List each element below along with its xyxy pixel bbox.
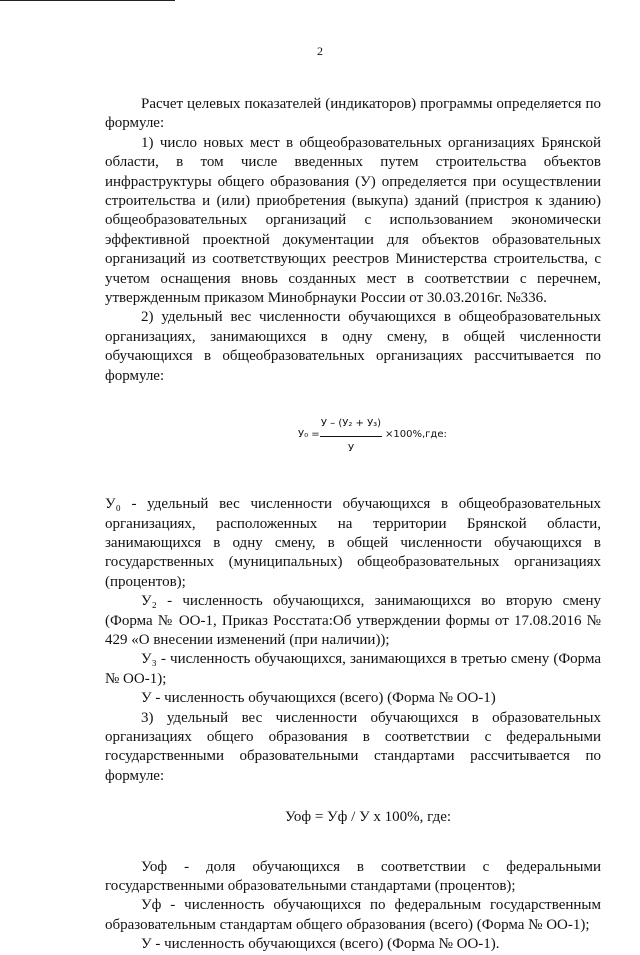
item-3-paragraph: 3) удельный вес численности обучающихся в образовательных организациях общего образования в соответствии с федеральными государственными образовательными стандартами рассчитывается по формуле: (105, 709, 601, 784)
item-2-paragraph: 2) удельный вес численности обучающихся в общеобразовательных организациях, занимающихся в одну смену, в общей численности обучающихся в общеобразовательных организациях рассчитывается по формуле: (105, 309, 601, 384)
formula-rhs: ×100%,где: (385, 429, 447, 441)
definition-u3: У₃ - численность обучающихся, занимающихся в третью смену (Форма № ОО-1); (105, 651, 601, 687)
formula-denominator: У (347, 442, 355, 454)
header-rule (0, 0, 175, 1)
formula-numerator: У – (У₂ + У₃) (320, 414, 382, 436)
formula-fraction (320, 414, 382, 458)
definition-u-total: У - численность обучающихся (всего) (Форма № ОО-1) (141, 690, 496, 707)
intro-paragraph: Расчет целевых показателей (индикаторов) программы определяется по формуле: (105, 96, 601, 132)
definition-uf: Уф - численность обучающихся по федеральным государственным образовательным стандартам общего образования (всего) (Форма № ОО-1); (105, 897, 601, 933)
formula-lhs: У₀ = (298, 429, 320, 441)
definition-uof: Уоф - доля обучающихся в соответствии с федеральными государственными образовательными стандартами (процентов); (105, 858, 601, 894)
definition-u2: У₂ - численность обучающихся, занимающихся во вторую смену (Форма № ОО-1, Приказ Росстата:Об утверждении формы от 17.08.2016 № 429 «О внесении изменений (при наличии)); (105, 593, 601, 648)
definition-u0: У₀ - удельный вес численности обучающихся в общеобразовательных организациях, расположенных на территории Брянской области, занимающихся в одну смену, в общей численности обучающихся в государственных (муниципальных) общеобразовательных организациях (процентов); (105, 496, 601, 590)
formula-one-shift-share (105, 410, 601, 454)
definition-u-total-2: У - численность обучающихся (всего) (Форма № ОО-1). (141, 936, 500, 953)
formula-two-fgos-share: Уоф = Уф / У х 100%, где: (284, 809, 452, 826)
page-number: 2 (317, 44, 323, 58)
document-body (105, 95, 601, 955)
item-1-paragraph: 1) число новых мест в общеобразовательных организациях Брянской области, в том числе введенных путем строительства объектов инфраструктуры общего образования (У) определяется при осуществлении строительства и (или) приобретения (выкупа) зданий (пристроя к зданию) общеобразовательных организаций с использованием экономически эффективной проектной документации для объектов образовательных организаций из соответствующих реестров Министерства строительства, с учетом оснащения вновь созданных мест в соответствии с перечнем, утвержденным приказом Минобрнауки России от 30.03.2016г. №336. (105, 134, 601, 307)
